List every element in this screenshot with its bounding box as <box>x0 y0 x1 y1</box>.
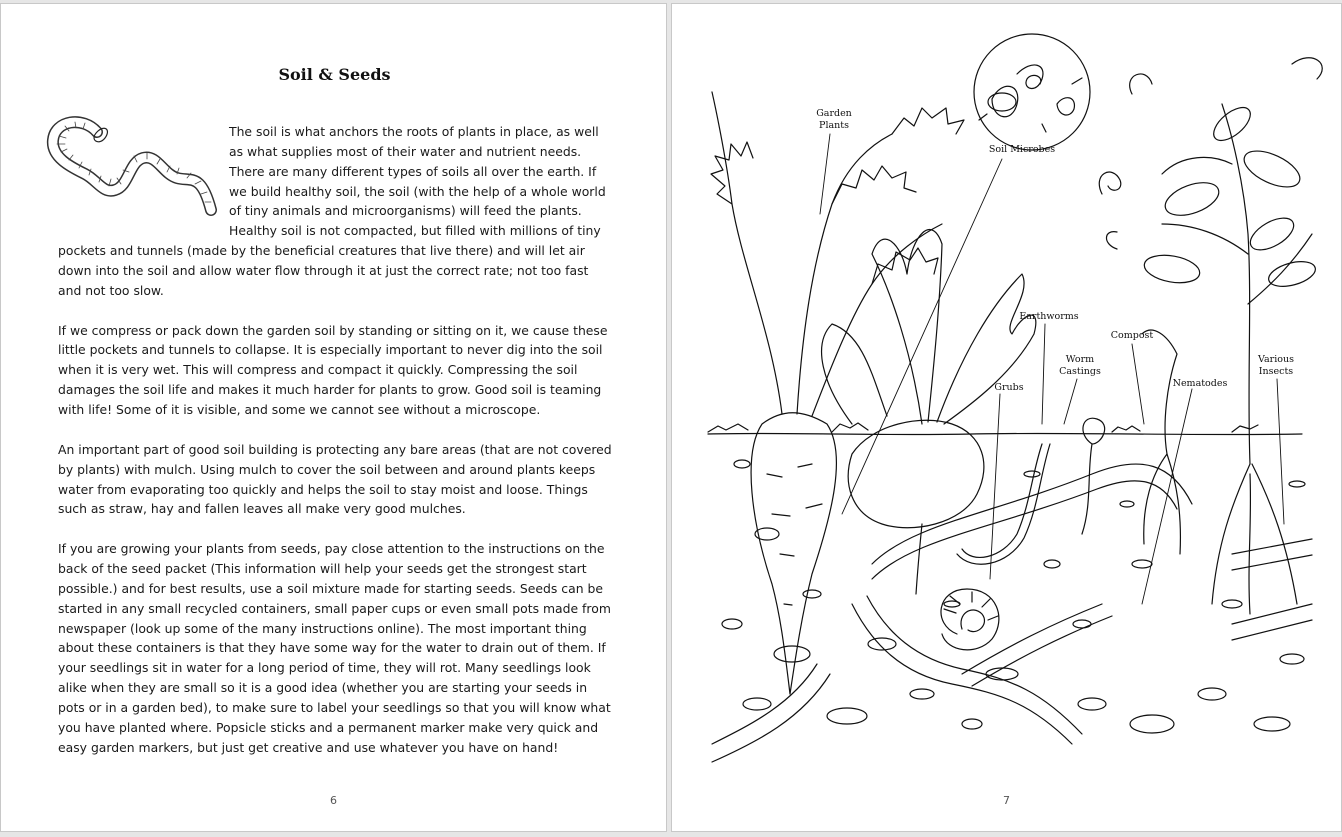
ground-surface <box>708 433 1302 434</box>
label-worm-castings-1: Worm <box>1065 354 1095 365</box>
label-compost: Compost <box>1110 330 1154 341</box>
tunnel-3 <box>712 664 830 762</box>
page-number-right: 7 <box>1003 794 1010 807</box>
label-nematodes: Nematodes <box>1172 378 1228 389</box>
page-number-left: 6 <box>330 794 337 807</box>
tunnel-2 <box>852 596 1082 744</box>
carrot-plant <box>711 92 964 694</box>
soil-microbes-circle <box>974 34 1090 150</box>
label-garden-plants-1: Garden <box>816 108 852 119</box>
tunnel-5 <box>1232 539 1312 570</box>
paragraph-3: An important part of good soil building is protecting any bare areas (that are not covered by plants) with mulch. Using mulch to cover the soil between and around plants keeps water from evaporating too quickly and helps the soil to stay moist and loose. Things such as straw, hay and fallen leaves all make very good mulches. <box>58 441 612 517</box>
soil-earthworm <box>962 444 1042 557</box>
label-various-insects-2: Insects <box>1258 366 1294 377</box>
tunnel-6 <box>1232 604 1312 640</box>
seedlings <box>1082 330 1180 554</box>
soil-pebbles-decoration <box>722 460 1305 733</box>
label-soil-microbes: Soil Microbes <box>988 144 1056 155</box>
label-garden-plants-2: Plants <box>819 120 849 131</box>
paragraph-4: If you are growing your plants from seeds, pay close attention to the instructions on the back of the seed packet (This information will help your seeds get the strongest start possible.) and for best results, use a soil mixture made for starting seeds. Seeds can be started in any small recycled containers, small paper cups or even small pots made from newspaper (look up some of the many instructions online). The most important thing about these containers is that they have some way for the water to drain out of them. If your seedlings sit in water for a long period of time, they will rot. Many seedlings look alike when they are small so it is a good idea (whether you are starting your seeds in pots or in a garden bed), to make sure to label your seedlings so that you will know what you have planted where. Popsicle sticks and a permanent marker make very quick and easy garden markers, but just get creative and use whatever you have on hand! <box>58 541 611 755</box>
label-earthworms: Earthworms <box>1019 311 1079 322</box>
paragraph-1: The soil is what anchors the roots of plants in place, as well as what supplies most of their water and nutrient needs. There are many different types of soils all over the earth. If we build healthy soil, the soil (with the help of a whole world of tiny animals and microorganisms) will feed the plants. Healthy soil is not compacted, but filled with millions of tiny pockets and tunnels (made by the beneficial creatures that live there) and will let air down into the soil and allow water flow through it at just the correct rate; not too fast and not too slow. <box>58 124 606 298</box>
label-grubs: Grubs <box>994 382 1024 393</box>
paragraph-2: If we compress or pack down the garden soil by standing or sitting on it, we cause these little pockets and tunnels to collapse. It is especially important to never dig into the soil when it is very wet. This will compress and compact it quickly. Compressing the soil damages the soil life and makes it much harder for plants to grow. Good soil is teaming with life! Some of it is visible, and some we cannot see without a microscope. <box>58 322 608 417</box>
label-leader-lines <box>820 134 1284 604</box>
article-body <box>58 122 614 777</box>
left-page <box>0 3 667 832</box>
label-worm-castings-2: Castings <box>1059 366 1101 377</box>
right-page <box>671 3 1342 832</box>
beet-plant <box>822 230 1036 594</box>
grub-illustration <box>941 589 999 650</box>
page-title: Soil & Seeds <box>278 65 391 84</box>
label-various-insects-1: Various <box>1258 354 1294 365</box>
soil-life-illustration <box>672 4 1341 794</box>
